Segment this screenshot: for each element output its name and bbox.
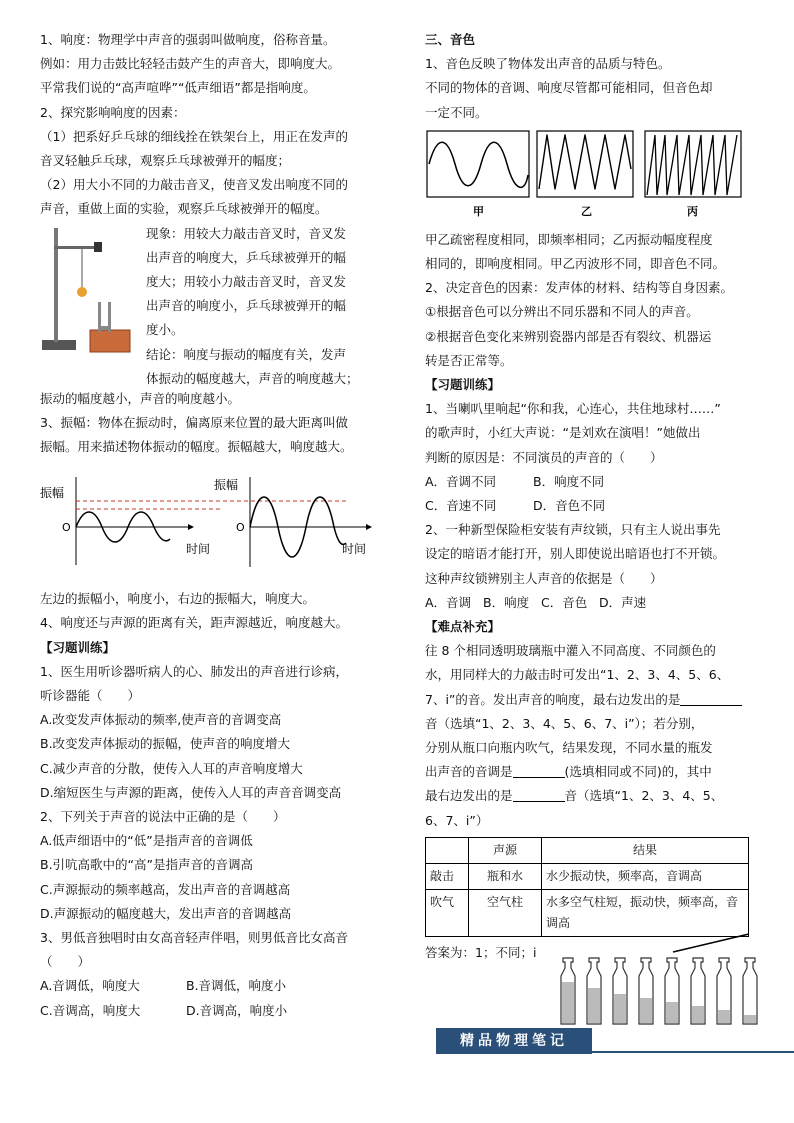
option: A.低声细语中的“低”是指声音的音调低: [40, 833, 253, 849]
option-row: [40, 999, 392, 1023]
option-row: [425, 494, 760, 518]
left-column: [40, 28, 392, 1023]
table-header: 声源: [469, 837, 542, 863]
text-line: 转是否正常等。: [425, 352, 513, 368]
answer-line: 答案为：1；不同；i: [425, 944, 537, 960]
answer-blank: [680, 692, 742, 706]
text-line: 水，用同样大的力敲击时可发出“1、2、3、4、5、6、: [425, 667, 730, 683]
text-segment: 音（选填“1、2、3、4、5、: [564, 788, 724, 804]
text-line: 分别从瓶口向瓶内吹气，结果发现，不同水量的瓶发: [425, 740, 713, 756]
table-header: 结果: [542, 837, 749, 863]
wave-label: 乙: [581, 204, 592, 218]
question-stem: （ ）: [40, 954, 91, 970]
banner-underline: [592, 1051, 794, 1053]
option: B.改变发声体振动的振幅，使声音的响度增大: [40, 736, 291, 752]
exercise-title: 【习题训练】: [425, 377, 501, 393]
brand-banner: 精品物理笔记: [436, 1028, 592, 1054]
experiment-text: 体振动的幅度越大，声音的响度越大；: [146, 370, 359, 386]
option: A.改变发声体振动的频率,使声音的音调变高: [40, 712, 282, 728]
text-line: （2）用大小不同的力敲击音叉，使音叉发出响度不同的: [40, 177, 348, 193]
text-line: 甲乙疏密程度相同，即频率相同；乙丙振动幅度程度: [425, 231, 713, 247]
text-line: 平常我们说的“高声喧哗”“低声细语”都是指响度。: [40, 80, 316, 96]
text-line: [425, 784, 760, 808]
option: B.引吭高歌中的“高”是指声音的音调高: [40, 857, 254, 873]
text-line: 左边的振幅小，响度小，右边的振幅大，响度大。: [40, 591, 316, 607]
option: B．响度不同: [533, 473, 605, 489]
option-row: [425, 470, 760, 494]
origin-label-left: O: [62, 521, 71, 535]
option: D．声速: [599, 594, 647, 610]
option: A.音调低，响度大: [40, 978, 140, 994]
question-stem: 听诊器能（ ）: [40, 688, 141, 704]
text-line: 例如：用力击鼓比轻轻击鼓产生的声音大，即响度大。: [40, 56, 341, 72]
text-line: 不同的物体的音调、响度尽管都可能相同，但音色却: [425, 80, 713, 96]
table-header: [426, 837, 469, 863]
table-cell: 吹气: [426, 889, 469, 936]
experiment-block: [40, 222, 392, 389]
experiment-text: 出声音的响度小，乒乓球被弹开的幅: [146, 298, 347, 314]
text-line: 音叉轻触乒乓球，观察乒乓球被弹开的幅度；: [40, 153, 291, 169]
answer-blank: [513, 764, 565, 778]
right-column: [425, 28, 760, 965]
table-cell: 水少振动快，频率高，音调高: [542, 863, 749, 889]
result-table: [425, 837, 749, 937]
amplitude-waves-diagram: [40, 473, 380, 583]
text-line: 一定不同。: [425, 104, 488, 120]
experiment-text: 度大；用较小力敲击音叉时，音叉发: [146, 274, 347, 290]
amp-label-left: 振幅: [40, 486, 65, 501]
wave-label: 甲: [473, 204, 484, 218]
question-stem: 2、下列关于声音的说法中正确的是（ ）: [40, 809, 286, 825]
option: C.减少声音的分散，使传入人耳的声音响度增大: [40, 760, 303, 776]
option: C．音速不同: [425, 498, 497, 514]
amp-label-right: 振幅: [214, 478, 239, 493]
answer-blank: [513, 788, 565, 802]
option: D.音调高，响度小: [186, 1002, 288, 1018]
hard-section-title: 【难点补充】: [425, 619, 501, 635]
question-stem: 1、医生用听诊器听病人的心、肺发出的声音进行诊病，: [40, 663, 348, 679]
text-line: （1）把系好乒乓球的细线拴在铁架台上，用正在发声的: [40, 128, 348, 144]
text-line: 3、振幅：物体在振动时，偏离原来位置的最大距离叫做: [40, 414, 348, 430]
text-line: 振幅。用来描述物体振动的幅度。振幅越大，响度越大。: [40, 439, 353, 455]
option: A．音调不同: [425, 473, 497, 489]
question-stem: 设定的暗语才能打开，别人即使说出暗语也打不开锁。: [425, 546, 726, 562]
section-title: 三、音色: [425, 32, 476, 47]
experiment-text: 出声音的响度大，乒乓球被弹开的幅: [146, 249, 347, 265]
origin-label-right: O: [236, 521, 245, 535]
table-cell: 水多空气柱短，振动快，频率高，音调高: [542, 889, 749, 936]
glass-bottles-illustration: [555, 928, 794, 1028]
question-stem: 这种声纹锁辨别主人声音的依据是（ ）: [425, 570, 663, 586]
option-row: [40, 974, 392, 998]
table-cell: 敲击: [426, 863, 469, 889]
text-line: 1、响度：物理学中声音的强弱叫做响度，俗称音量。: [40, 32, 336, 47]
text-segment: 最右边发出的是: [425, 788, 513, 804]
option: A．音调: [425, 594, 472, 610]
question-stem: 3、男低音独唱时由女高音轻声伴唱，则男低音比女高音: [40, 930, 348, 946]
text-segment: (选填相同或不同)的，其中: [564, 764, 712, 780]
option: B.音调低，响度小: [186, 978, 287, 994]
option: C.声源振动的频率越高，发出声音的音调越高: [40, 881, 291, 897]
option: C.音调高，响度大: [40, 1002, 141, 1018]
text-line: 相同的，即响度相同。甲乙丙波形不同，即音色不同。: [425, 256, 726, 272]
option: D.缩短医生与声源的距离，使传入人耳的声音音调变高: [40, 784, 342, 800]
text-line: 2、决定音色的因素：发声体的材料、结构等自身因素。: [425, 280, 733, 296]
text-line: 往 8 个相同透明玻璃瓶中灌入不同高度、不同颜色的: [425, 643, 716, 659]
text-segment: 7、i”的音。发出声音的响度，最右边发出的是: [425, 691, 681, 707]
text-line: 声音，重做上面的实验，观察乒乓球被弹开的幅度。: [40, 201, 328, 217]
experiment-text: 现象：用较大力敲击音叉时，音叉发: [146, 225, 347, 241]
amplitude-figure: [40, 473, 392, 587]
timbre-waveforms-diagram: [425, 129, 755, 225]
text-line: ②根据音色变化来辨别瓷器内部是否有裂纹、机器运: [425, 328, 712, 344]
text-line: 6、7、i”）: [425, 812, 489, 828]
question-stem: 2、一种新型保险柜安装有声纹锁，只有主人说出事先: [425, 522, 721, 538]
exercise-title: 【习题训练】: [40, 639, 116, 655]
text-line: [425, 688, 760, 712]
text-line: 1、音色反映了物体发出声音的品质与特色。: [425, 56, 671, 72]
question-stem: 判断的原因是：不同演员的声音的（ ）: [425, 449, 663, 465]
option: D．音色不同: [533, 498, 606, 514]
question-stem: 1、当喇叭里响起“你和我，心连心，共住地球村……”: [425, 401, 721, 417]
question-stem: 的歌声时，小红大声说：“是刘欢在演唱！”她做出: [425, 425, 701, 441]
text-line: 4、响度还与声源的距离有关，距声源越近，响度越大。: [40, 615, 348, 631]
table-cell: 空气柱: [469, 889, 542, 936]
time-label-right: 时间: [342, 542, 367, 557]
experiment-text: 结论：响度与振动的幅度有关，发声: [146, 346, 347, 362]
text-line: 振动的幅度越小，声音的响度越小。: [40, 390, 241, 406]
table-row: [426, 863, 749, 889]
tuning-fork-apparatus-illustration: [40, 222, 136, 354]
text-line: 2、探究影响响度的因素：: [40, 104, 186, 120]
experiment-text: 度小。: [146, 322, 184, 338]
option: C．音色: [541, 594, 588, 610]
option: D.声源振动的幅度越大，发出声音的音调越高: [40, 905, 292, 921]
option: B．响度: [483, 594, 530, 610]
wave-label: 丙: [687, 204, 698, 218]
text-segment: 出声音的音调是: [425, 764, 513, 780]
option-row: [425, 591, 760, 615]
text-line: 音（选填“1、2、3、4、5、6、7、i”）；若分别，: [425, 715, 704, 731]
text-line: ①根据音色可以分辨出不同乐器和不同人的声音。: [425, 304, 699, 320]
text-line: [425, 760, 760, 784]
time-label-left: 时间: [186, 542, 211, 557]
table-cell: 瓶和水: [469, 863, 542, 889]
